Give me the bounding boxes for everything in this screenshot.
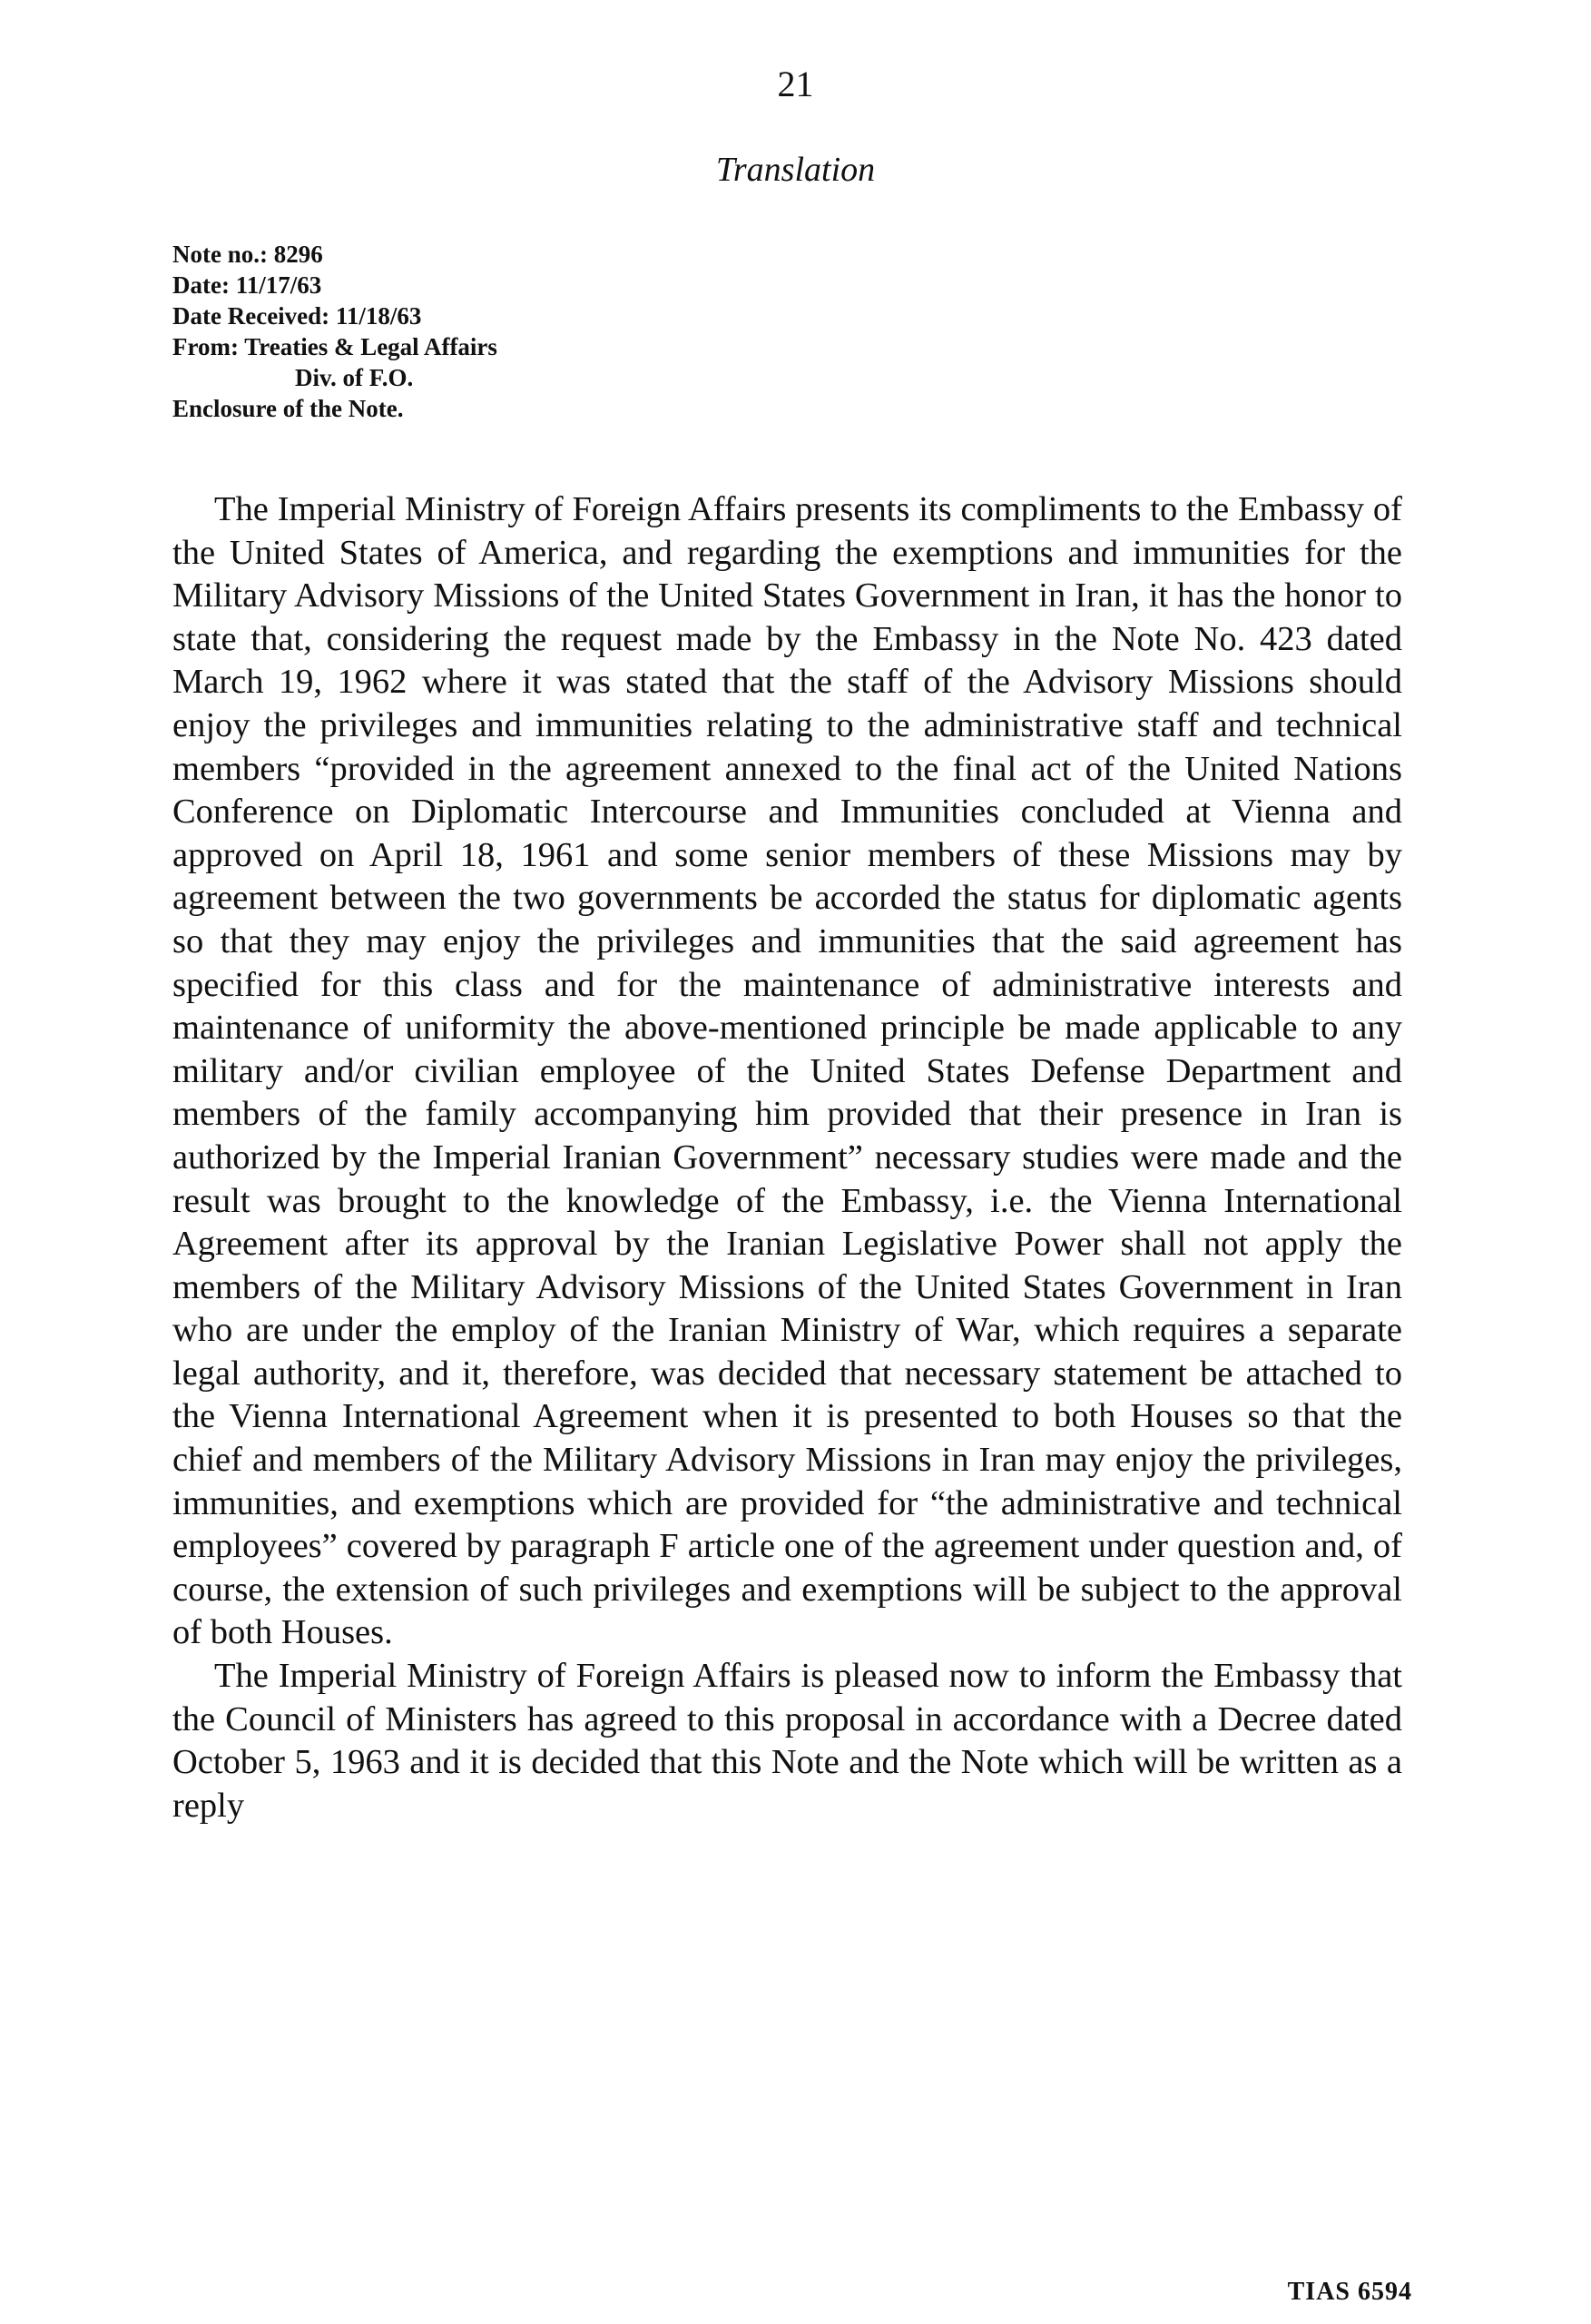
note-body <box>172 488 1402 1827</box>
body-paragraph-2: The Imperial Ministry of Foreign Affairs is pleased now to inform the Embassy that the Council of Ministers has agreed to this proposal in accordance with a Decree dated October 5, 1963 and it is decided that this Note and the Note which will be written as a reply <box>172 1657 1402 1825</box>
tias-footer: TIAS 6594 <box>1287 2278 1412 2306</box>
from-line: From: Treaties & Legal Affairs <box>172 333 497 360</box>
date-received: Date Received: 11/18/63 <box>172 302 422 330</box>
enclosure-line: Enclosure of the Note. <box>172 395 404 422</box>
note-number: Note no.: 8296 <box>172 241 323 268</box>
note-date: Date: 11/17/63 <box>172 271 322 299</box>
note-header <box>172 239 1080 424</box>
page-number: 21 <box>777 64 814 104</box>
document-heading: Translation <box>715 151 876 189</box>
body-paragraph-1: The Imperial Ministry of Foreign Affairs presents its compliments to the Embassy of the United States of America, and regarding the exemptions and immunities for the Military Advisory Missions of the United States Government in Iran, it has the honor to state that, considering the request made by the Embassy in the Note No. 423 dated March 19, 1962 where it was stated that the staff of the Advisory Missions should enjoy the privileges and immunities relating to the administrative staff and technical members “provided in the agreement annexed to the final act of the United Nations Conference on Diplomatic Intercourse and Immunities concluded at Vienna and approved on April 18, 1961 and some senior members of these Missions may by agreement between the two governments be accorded the status for diplomatic agents so that they may enjoy the privileges and immunities that the said agreement has specified for this class and for the maintenance of administrative interests and maintenance of uniformity the above-mentioned principle be made applicable to any military and/or civilian employee of the United States Defense Department and members of the family accompanying him provided that their presence in Iran is authorized by the Imperial Iranian Government” necessary studies were made and the result was brought to the knowledge of the Embassy, i.e. the Vienna International Agreement after its approval by the Iranian Legislative Power shall not apply the members of the Military Advisory Missions of the United States Government in Iran who are under the employ of the Iranian Ministry of War, which requires a separate legal authority, and it, therefore, was decided that necessary statement be attached to the Vienna International Agreement when it is presented to both Houses so that the chief and members of the Military Advisory Missions in Iran may enjoy the privileges, immunities, and exemptions which are provided for “the administrative and technical employees” covered by paragraph F article one of the agreement under question and, of course, the extension of such privileges and exemptions will be subject to the approval of both Houses. <box>172 490 1402 1652</box>
from-division: Div. of F.O. <box>295 364 414 391</box>
